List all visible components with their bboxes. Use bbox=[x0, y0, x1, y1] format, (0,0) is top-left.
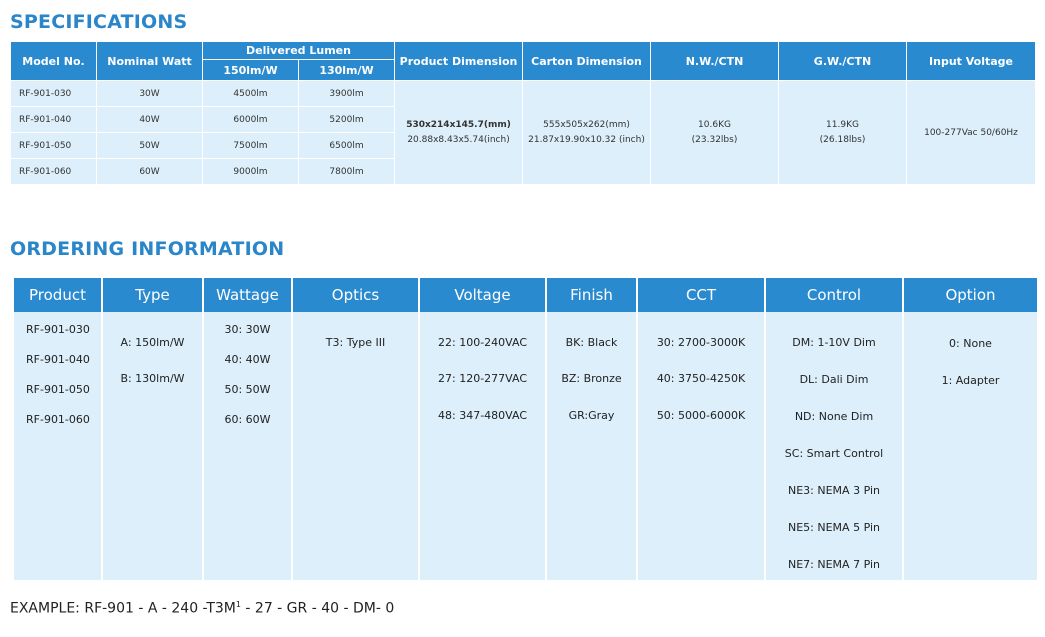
lumen150-cell: 9000lm bbox=[203, 159, 299, 185]
control-column bbox=[765, 312, 903, 580]
header-product: Product bbox=[13, 278, 102, 312]
watt-cell: 60W bbox=[97, 159, 203, 185]
control-item: DL: Dali Dim bbox=[799, 373, 869, 386]
optics-item: T3: Type III bbox=[325, 336, 386, 349]
header-carton-dimension: Carton Dimension bbox=[523, 42, 651, 81]
ordering-table bbox=[12, 278, 1039, 580]
cct-item: 50: 5000-6000K bbox=[656, 409, 746, 422]
example-superscript: 1 bbox=[235, 600, 241, 609]
header-voltage: Voltage bbox=[419, 278, 546, 312]
lumen130-cell: 3900lm bbox=[299, 81, 395, 107]
gw-cell bbox=[779, 81, 907, 185]
header-lumen-150: 150lm/W bbox=[203, 60, 299, 81]
product-item: RF-901-030 bbox=[26, 323, 90, 336]
voltage-item: 22: 100-240VAC bbox=[438, 336, 527, 349]
wattage-item: 30: 30W bbox=[224, 323, 271, 336]
model-cell: RF-901-060 bbox=[11, 159, 97, 185]
gw-kg: 11.9KG bbox=[826, 119, 859, 130]
product-dim-inch: 20.88x8.43x5.74(inch) bbox=[407, 134, 510, 145]
option-item: 1: Adapter bbox=[941, 374, 1000, 387]
specifications-table bbox=[10, 41, 1036, 185]
cct-item: 40: 3750-4250K bbox=[656, 372, 746, 385]
cct-item: 30: 2700-3000K bbox=[656, 336, 746, 349]
model-cell: RF-901-030 bbox=[11, 81, 97, 107]
header-product-dimension: Product Dimension bbox=[395, 42, 523, 81]
model-cell: RF-901-040 bbox=[11, 107, 97, 133]
product-dimension-cell bbox=[395, 81, 523, 185]
control-item: NE7: NEMA 7 Pin bbox=[788, 558, 880, 571]
control-item: NE3: NEMA 3 Pin bbox=[788, 484, 880, 497]
header-watt: Nominal Watt bbox=[97, 42, 203, 81]
header-model: Model No. bbox=[11, 42, 97, 81]
type-column bbox=[102, 312, 203, 580]
option-item: 0: None bbox=[949, 337, 992, 350]
lumen130-cell: 5200lm bbox=[299, 107, 395, 133]
header-option: Option bbox=[903, 278, 1038, 312]
carton-dimension-cell bbox=[523, 81, 651, 185]
control-item: DM: 1-10V Dim bbox=[792, 336, 876, 349]
wattage-column bbox=[203, 312, 292, 580]
finish-item: GR:Gray bbox=[568, 409, 615, 422]
voltage-cell: 100-277Vac 50/60Hz bbox=[907, 81, 1036, 185]
nw-lbs: (23.32lbs) bbox=[691, 134, 738, 145]
product-item: RF-901-060 bbox=[26, 413, 90, 426]
control-item: NE5: NEMA 5 Pin bbox=[788, 521, 880, 534]
lumen150-cell: 7500lm bbox=[203, 133, 299, 159]
watt-cell: 40W bbox=[97, 107, 203, 133]
voltage-item: 27: 120-277VAC bbox=[438, 372, 527, 385]
product-item: RF-901-050 bbox=[26, 383, 90, 396]
example-suffix: - 27 - GR - 40 - DM- 0 bbox=[240, 600, 395, 617]
optics-column bbox=[292, 312, 419, 580]
header-wattage: Wattage bbox=[203, 278, 292, 312]
voltage-column bbox=[419, 312, 546, 580]
example-prefix: EXAMPLE: RF-901 - A - 240 -T3M bbox=[10, 600, 236, 617]
nw-cell bbox=[651, 81, 779, 185]
carton-dim-inch: 21.87x19.90x10.32 (inch) bbox=[528, 134, 645, 145]
lumen130-cell: 6500lm bbox=[299, 133, 395, 159]
nw-kg: 10.6KG bbox=[698, 119, 731, 130]
model-cell: RF-901-050 bbox=[11, 133, 97, 159]
header-nw: N.W./CTN bbox=[651, 42, 779, 81]
product-dim-mm: 530x214x145.7(mm) bbox=[406, 119, 511, 130]
wattage-item: 60: 60W bbox=[224, 413, 271, 426]
lumen150-cell: 4500lm bbox=[203, 81, 299, 107]
header-optics: Optics bbox=[292, 278, 419, 312]
header-voltage: Input Voltage bbox=[907, 42, 1036, 81]
header-gw: G.W./CTN bbox=[779, 42, 907, 81]
cct-column bbox=[637, 312, 765, 580]
ordering-heading: ORDERING INFORMATION bbox=[10, 238, 285, 260]
specifications-heading: SPECIFICATIONS bbox=[10, 11, 188, 33]
control-item: SC: Smart Control bbox=[784, 447, 884, 460]
header-lumen-130: 130lm/W bbox=[299, 60, 395, 81]
voltage-item: 48: 347-480VAC bbox=[438, 409, 527, 422]
carton-dim-mm: 555x505x262(mm) bbox=[543, 119, 630, 130]
example-code bbox=[10, 600, 394, 617]
finish-column bbox=[546, 312, 637, 580]
option-column bbox=[903, 312, 1038, 580]
type-item: B: 130lm/W bbox=[120, 372, 185, 385]
wattage-item: 40: 40W bbox=[224, 353, 271, 366]
header-cct: CCT bbox=[637, 278, 765, 312]
watt-cell: 30W bbox=[97, 81, 203, 107]
header-control: Control bbox=[765, 278, 903, 312]
type-item: A: 150lm/W bbox=[120, 336, 185, 349]
watt-cell: 50W bbox=[97, 133, 203, 159]
table-row bbox=[11, 81, 1036, 107]
product-column bbox=[13, 312, 102, 580]
lumen150-cell: 6000lm bbox=[203, 107, 299, 133]
control-item: ND: None Dim bbox=[794, 410, 874, 423]
product-item: RF-901-040 bbox=[26, 353, 90, 366]
lumen130-cell: 7800lm bbox=[299, 159, 395, 185]
finish-item: BK: Black bbox=[565, 336, 618, 349]
gw-lbs: (26.18lbs) bbox=[819, 134, 866, 145]
wattage-item: 50: 50W bbox=[224, 383, 271, 396]
header-finish: Finish bbox=[546, 278, 637, 312]
header-type: Type bbox=[102, 278, 203, 312]
header-lumen: Delivered Lumen bbox=[203, 42, 395, 60]
finish-item: BZ: Bronze bbox=[561, 372, 622, 385]
